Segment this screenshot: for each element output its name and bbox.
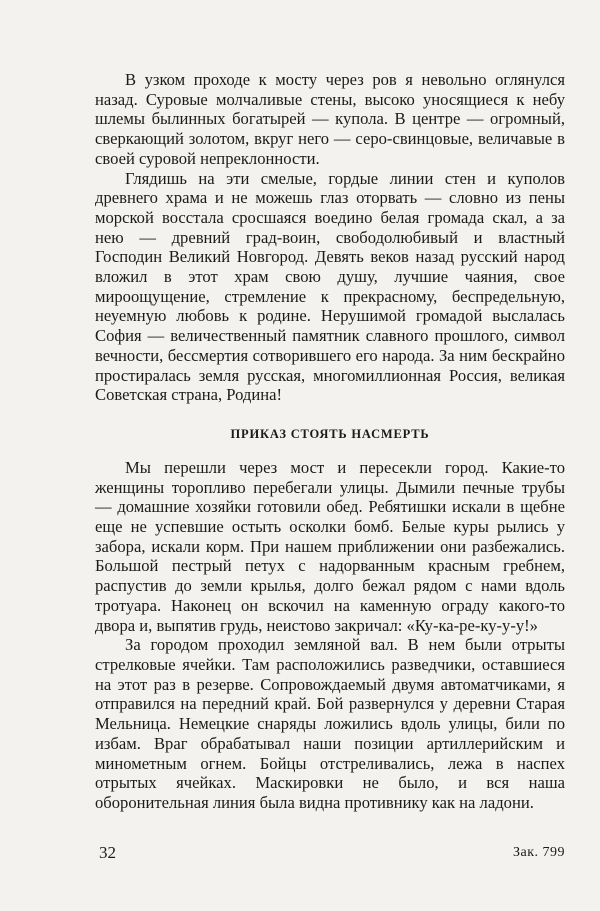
paragraph: В узком проходе к мосту через ров я невольно оглянулся назад. Суровые молчаливые стены, высоко уносящиеся к небу шлемы былинных богатырей — купола. В центре — огромный, сверкающий золотом, вкруг него — серо-свинцовые, величавые в своей суровой непреклонности.	[95, 70, 565, 168]
printer-order-mark: Зак. 799	[512, 845, 565, 860]
paragraph: Мы перешли через мост и пересекли город. Какие-то женщины торопливо перебегали улицы. Дымили печные трубы — домашние хозяйки готовили обед. Ребятишки искали в щебне еще не успевшие остыть осколки бомб. Белые куры рылись у забора, искали корм. При нашем приближении они разбежались. Большой пестрый петух с надорванным красным гребнем, распустив до земли крылья, долго бежал рядом с нами вдоль тротуара. Наконец он вскочил на каменную ограду какого-то двора и, выпятив грудь, неистово закричал: «Ку-ка-ре-ку-у-у!»	[95, 457, 565, 635]
paragraph: За городом проходил земляной вал. В нем были отрыты стрелковые ячейки. Там расположились разведчики, оставшиеся на этот раз в резерве. Сопровождаемый двумя автоматчиками, я отправился на передний край. Бой развернулся у деревни Старая Мельница. Немецкие снаряды ложились вдоль улицы, били по избам. Враг обрабатывал наши позиции артиллерийским и минометным огнем. Бойцы отстреливались, лежа в наспех отрытых ячейках. Маскировки не было, и вся наша оборонительная линия была видна противнику как на ладони.	[95, 635, 565, 812]
section-heading: ПРИКАЗ СТОЯТЬ НАСМЕРТЬ	[230, 426, 430, 441]
paragraph: Глядишь на эти смелые, гордые линии стен и куполов древнего храма и не можешь глаз оторвать — словно из пены морской восстала сросшаяся воедино белая громада скал, а за нею — древний град-воин, свободолюбивый и властный Господин Великий Новгород. Девять веков назад русский народ вложил в этот храм свою душу, лучшие чаяния, свое мироощущение, стремление к прекрасному, беспредельную, неуемную любовь к родине. Нерушимой громадой выслалась София — величественный памятник славного прошлого, символ вечности, бессмертия сотворившего его народа. За ним бескрайно простиралась земля русская, многомиллионная Россия, великая Советская страна, Родина!	[95, 168, 565, 405]
page-number: 32	[99, 843, 116, 862]
page-body	[95, 70, 565, 813]
page-footer	[95, 843, 565, 867]
